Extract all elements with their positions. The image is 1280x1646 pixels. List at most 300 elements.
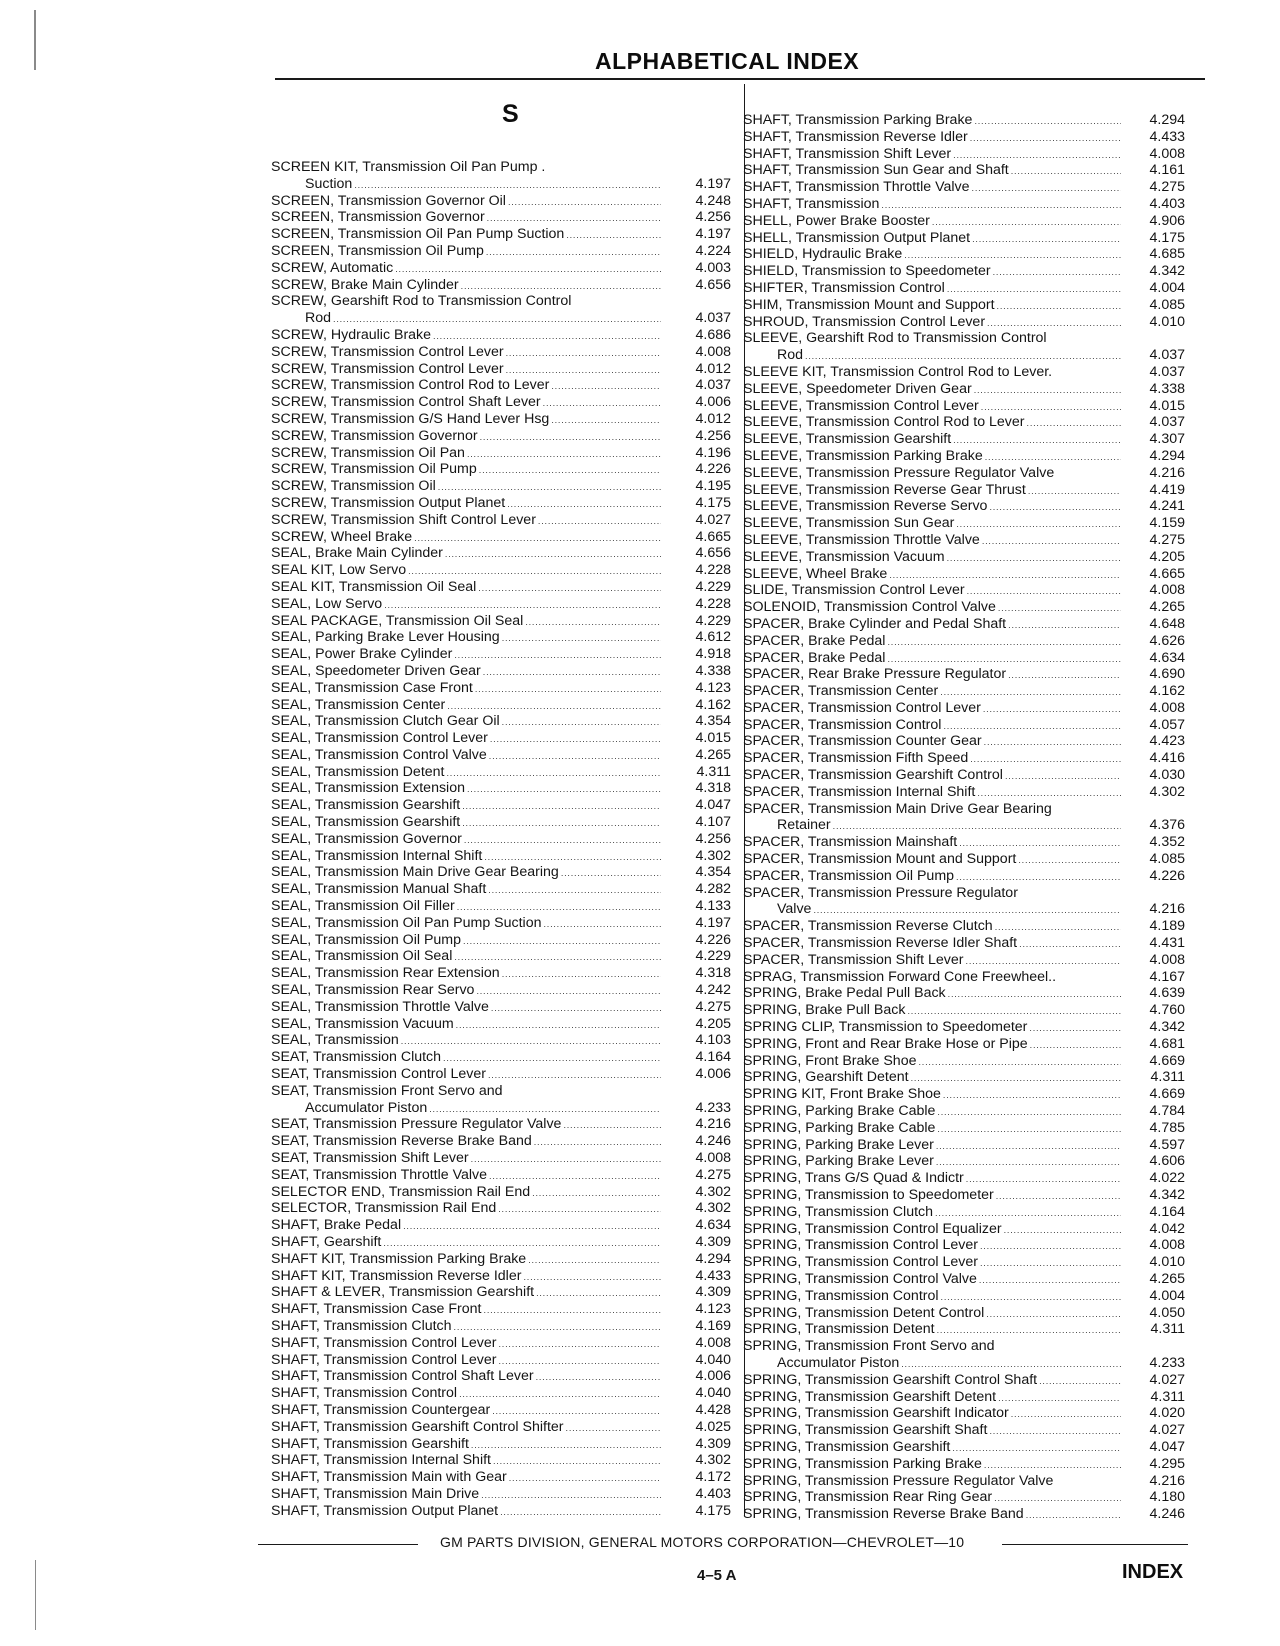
dot-leader <box>523 1269 661 1286</box>
entry-page-ref: 4.040 <box>695 1351 731 1368</box>
entry-label: SPACER, Transmission Shift Lever <box>743 951 964 968</box>
entry-label: SEAT, Transmission Throttle Valve <box>271 1166 488 1183</box>
entry-page-ref: 4.318 <box>695 965 731 982</box>
dot-leader <box>566 227 661 244</box>
index-entry <box>743 1137 1185 1154</box>
index-entry <box>271 226 731 243</box>
entry-label: SPRING, Transmission Gearshift Control Shaft <box>743 1371 1038 1388</box>
index-entry <box>743 465 1185 482</box>
entry-label: SLEEVE, Transmission Control Lever <box>743 397 979 414</box>
dot-leader <box>889 567 1121 584</box>
dot-leader <box>499 1353 662 1370</box>
entry-page-ref: 4.020 <box>1149 1405 1185 1422</box>
entry-label: SEAL, Transmission Gearshift <box>271 814 461 831</box>
index-entry <box>271 646 731 663</box>
entry-page-ref: 4.433 <box>695 1267 731 1284</box>
dot-leader <box>1011 163 1121 180</box>
dot-leader <box>805 348 1121 365</box>
dot-leader <box>528 1252 661 1269</box>
entry-label: SPACER, Transmission Reverse Idler Shaft <box>743 935 1018 952</box>
entry-page-ref: 4.027 <box>1149 1422 1185 1439</box>
dot-leader <box>1030 1037 1121 1054</box>
entry-page-ref: 4.428 <box>695 1401 731 1418</box>
entry-label: SOLENOID, Transmission Control Valve <box>743 599 996 616</box>
entry-page-ref: 4.906 <box>1149 212 1185 229</box>
index-entry <box>743 918 1185 935</box>
footer-rule <box>1002 1544 1188 1545</box>
entry-page-ref: 4.634 <box>695 1217 731 1234</box>
entry-page-ref: 4.918 <box>695 646 731 663</box>
entry-label: SLEEVE, Transmission Reverse Servo <box>743 498 988 515</box>
index-entry <box>271 260 731 277</box>
entry-page-ref: 4.311 <box>1150 1321 1185 1338</box>
entry-page-ref: 4.302 <box>1149 783 1185 800</box>
dot-leader <box>502 966 661 983</box>
dot-leader <box>561 865 661 882</box>
entry-label: SPRING, Transmission Pressure Regulator Valve <box>743 1472 1054 1489</box>
entry-label: SHAFT, Gearshift <box>271 1234 382 1250</box>
dot-leader <box>932 214 1121 231</box>
dot-leader <box>1039 1373 1121 1390</box>
index-entry <box>743 1120 1185 1137</box>
dot-leader <box>966 953 1121 970</box>
index-column-right <box>743 112 1185 1523</box>
entry-label: SLEEVE, Wheel Brake <box>743 565 888 582</box>
index-entry <box>271 1368 731 1385</box>
entry-label: Rod <box>777 347 804 364</box>
entry-page-ref: 4.226 <box>1149 867 1185 884</box>
index-entry <box>271 243 731 260</box>
dot-leader <box>401 1033 661 1050</box>
entry-label: SEAL, Transmission Internal Shift <box>271 847 483 864</box>
index-entry <box>271 445 731 462</box>
entry-page-ref: 4.246 <box>1149 1506 1185 1523</box>
index-entry <box>271 529 731 546</box>
entry-label: SPRING, Transmission Clutch <box>743 1203 934 1220</box>
entry-label: SPRING, Transmission Control Valve <box>743 1270 977 1287</box>
dot-leader <box>959 835 1121 852</box>
entry-page-ref: 4.318 <box>695 780 731 797</box>
entry-page-ref: 4.265 <box>1149 1270 1185 1287</box>
dot-leader <box>488 1067 661 1084</box>
index-entry <box>271 1217 731 1234</box>
index-entry <box>271 1200 731 1217</box>
entry-page-ref: 4.275 <box>1149 179 1185 196</box>
entry-page-ref: 4.012 <box>695 410 731 427</box>
index-entry <box>743 280 1185 297</box>
entry-label: SEAL, Transmission <box>271 1032 399 1049</box>
dot-leader <box>1008 667 1121 684</box>
entry-page-ref: 4.205 <box>695 1015 731 1032</box>
entry-page-ref: 4.376 <box>1149 817 1185 834</box>
entry-label: SEAL, Transmission Rear Servo <box>271 982 475 999</box>
entry-label: SPACER, Transmission Oil Pump <box>743 867 955 884</box>
index-entry <box>743 1187 1185 1204</box>
dot-leader <box>972 231 1121 248</box>
dot-leader <box>445 546 661 563</box>
entry-page-ref: 4.010 <box>1149 1254 1185 1271</box>
entry-page-ref: 4.226 <box>695 461 731 478</box>
entry-page-ref: 4.311 <box>1150 1388 1185 1405</box>
dot-leader <box>487 210 661 227</box>
entry-label: SHAFT, Transmission Reverse Idler <box>743 128 968 145</box>
index-entry <box>743 1506 1185 1523</box>
entry-page-ref: 4.294 <box>695 1250 731 1267</box>
entry-label: SHIM, Transmission Mount and Support <box>743 296 995 313</box>
index-entry <box>271 747 731 764</box>
dot-leader <box>471 1437 661 1454</box>
entry-label: SPRAG, Transmission Forward Cone Freewheel.. <box>743 968 1057 985</box>
entry-label: SPRING, Parking Brake Cable <box>743 1119 936 1136</box>
entry-page-ref: 4.229 <box>695 612 731 629</box>
entry-label: SPACER, Transmission Gearshift Control <box>743 767 1003 784</box>
index-entry <box>743 935 1185 952</box>
entry-label: SPRING, Gearshift Detent <box>743 1069 909 1086</box>
index-entry <box>271 1335 731 1352</box>
dot-leader <box>833 818 1121 835</box>
index-entry <box>743 364 1185 381</box>
entry-page-ref: 4.027 <box>695 511 731 528</box>
index-entry <box>271 478 731 495</box>
index-entry <box>743 297 1185 314</box>
index-entry <box>743 733 1185 750</box>
index-entry-continuation <box>271 310 731 327</box>
entry-label: SLEEVE, Transmission Vacuum <box>743 548 945 565</box>
entry-page-ref: 4.639 <box>1149 985 1185 1002</box>
entry-label: SCREW, Transmission Governor <box>271 427 478 444</box>
index-entry <box>743 381 1185 398</box>
entry-page-ref: 4.311 <box>696 763 731 780</box>
index-entry <box>271 1402 731 1419</box>
dot-leader <box>498 1201 661 1218</box>
entry-page-ref: 4.656 <box>695 276 731 293</box>
index-entry <box>271 629 731 646</box>
index-entry <box>271 428 731 445</box>
dot-leader <box>901 1356 1121 1373</box>
index-entry <box>743 969 1185 986</box>
index-entry <box>743 700 1185 717</box>
index-entry <box>743 1204 1185 1221</box>
entry-page-ref: 4.246 <box>695 1133 731 1150</box>
dot-leader <box>972 180 1121 197</box>
dot-leader <box>502 714 661 731</box>
dot-leader <box>543 395 661 412</box>
entry-page-ref: 4.167 <box>1149 968 1185 985</box>
entry-page-ref: 4.784 <box>1149 1103 1185 1120</box>
entry-page-ref: 4.648 <box>1149 615 1185 632</box>
entry-page-ref: 4.634 <box>1149 649 1185 666</box>
index-entry <box>743 599 1185 616</box>
index-entry <box>743 1405 1185 1422</box>
entry-label: Accumulator Piston <box>777 1354 900 1371</box>
entry-page-ref: 4.037 <box>1149 414 1185 431</box>
dot-leader <box>461 278 661 295</box>
dot-leader <box>987 315 1121 332</box>
dot-leader <box>525 614 661 631</box>
entry-page-ref: 4.123 <box>695 679 731 696</box>
index-entry <box>271 1268 731 1285</box>
index-entry <box>743 750 1185 767</box>
entry-label: SHAFT, Brake Pedal <box>271 1217 402 1234</box>
index-entry <box>271 915 731 932</box>
index-entry <box>743 1389 1185 1406</box>
entry-label: SPACER, Transmission Control <box>743 716 942 733</box>
index-entry <box>743 482 1185 499</box>
index-entry <box>271 932 731 949</box>
entry-label: SHAFT KIT, Transmission Reverse Idler <box>271 1267 522 1284</box>
dot-leader <box>489 748 661 765</box>
index-entry <box>743 1053 1185 1070</box>
entry-page-ref: 4.008 <box>1149 699 1185 716</box>
dot-leader <box>462 798 661 815</box>
dot-leader <box>813 902 1121 919</box>
entry-label: SCREW, Transmission Shift Control Lever <box>271 511 536 528</box>
index-entry <box>271 848 731 865</box>
entry-page-ref: 4.180 <box>1149 1489 1185 1506</box>
entry-label: SEAL, Transmission Oil Filler <box>271 898 455 915</box>
dot-leader <box>467 446 661 463</box>
dot-leader <box>979 1272 1121 1289</box>
entry-page-ref: 4.342 <box>1149 1019 1185 1036</box>
entry-label: SCREW, Transmission Control Rod to Lever <box>271 377 550 394</box>
index-entry <box>743 1254 1185 1271</box>
entry-label: SPACER, Transmission Fifth Speed <box>743 750 969 767</box>
index-entry <box>271 1318 731 1335</box>
dot-leader <box>947 281 1121 298</box>
entry-label: SPRING, Transmission Detent Control <box>743 1304 985 1321</box>
entry-label: SHAFT, Transmission Control Lever <box>271 1334 497 1351</box>
entry-page-ref: 4.164 <box>1149 1203 1185 1220</box>
index-entry <box>743 314 1185 331</box>
entry-page-ref: 4.057 <box>1149 716 1185 733</box>
index-entry-heading <box>271 1083 731 1100</box>
footer-publisher: GM PARTS DIVISION, GENERAL MOTORS CORPORATION—CHEVROLET—10 <box>440 1534 965 1550</box>
entry-page-ref: 4.656 <box>695 545 731 562</box>
entry-page-ref: 4.669 <box>1149 1086 1185 1103</box>
index-entry <box>743 398 1185 415</box>
entry-label: SHAFT, Transmission Shift Lever <box>743 145 952 162</box>
entry-page-ref: 4.003 <box>695 259 731 276</box>
entry-label: SCREW, Transmission G/S Hand Lever Hsg <box>271 410 550 427</box>
dot-leader <box>480 429 661 446</box>
dot-leader <box>970 130 1121 147</box>
dot-leader <box>490 731 661 748</box>
entry-label: SEAT, Transmission Reverse Brake Band <box>271 1133 532 1150</box>
entry-page-ref: 4.419 <box>1149 481 1185 498</box>
dot-leader <box>433 328 661 345</box>
entry-page-ref: 4.015 <box>1149 397 1185 414</box>
index-entry <box>743 1002 1185 1019</box>
entry-label: SEAL, Power Brake Cylinder <box>271 646 453 663</box>
index-entry <box>743 633 1185 650</box>
dot-leader <box>471 1151 661 1168</box>
entry-label: SEAT, Transmission Control Lever <box>271 1066 486 1083</box>
entry-label: SPRING, Parking Brake Lever <box>743 1136 934 1153</box>
dot-leader <box>484 1302 661 1319</box>
entry-label: SEAL, Transmission Rear Extension <box>271 965 500 982</box>
dot-leader <box>438 479 661 496</box>
entry-page-ref: 4.107 <box>695 814 731 831</box>
entry-page-ref: 4.423 <box>1149 733 1185 750</box>
index-entry <box>743 196 1185 213</box>
dot-leader <box>538 513 661 530</box>
entry-page-ref: 4.665 <box>695 528 731 545</box>
index-entry <box>271 1184 731 1201</box>
entry-label: SEAL, Transmission Governor <box>271 830 462 847</box>
dot-leader <box>403 1218 661 1235</box>
dot-leader <box>1027 415 1121 432</box>
index-entry-continuation <box>271 176 731 193</box>
entry-label: SCREEN, Transmission Oil Pump <box>271 242 484 259</box>
entry-page-ref: 4.175 <box>1149 229 1185 246</box>
entry-label: SLEEVE, Transmission Control Rod to Lever <box>743 414 1025 431</box>
scan-margin-mark <box>35 1560 36 1630</box>
entry-page-ref: 4.275 <box>695 998 731 1015</box>
dot-leader <box>998 1390 1121 1407</box>
entry-page-ref: 4.669 <box>1149 1052 1185 1069</box>
index-entry <box>743 650 1185 667</box>
entry-page-ref: 4.027 <box>1149 1371 1185 1388</box>
entry-label: SCREW, Transmission Oil Pan <box>271 444 465 461</box>
entry-label: SHAFT, Transmission Countergear <box>271 1401 491 1418</box>
entry-page-ref: 4.282 <box>695 881 731 898</box>
entry-page-ref: 4.416 <box>1149 750 1185 767</box>
index-entry <box>271 1452 731 1469</box>
entry-page-ref: 4.037 <box>695 310 731 327</box>
entry-label: SCREW, Transmission Oil <box>271 478 436 495</box>
dot-leader <box>986 1306 1121 1323</box>
index-entry <box>271 1234 731 1251</box>
index-entry <box>271 999 731 1016</box>
entry-label: SEAL, Transmission Center <box>271 696 446 713</box>
dot-leader <box>464 832 661 849</box>
dot-leader <box>1008 617 1121 634</box>
index-entry-heading <box>743 330 1185 347</box>
dot-leader <box>989 1423 1121 1440</box>
index-entry <box>743 1086 1185 1103</box>
entry-label: SLIDE, Transmission Control Lever <box>743 582 965 599</box>
dot-leader <box>980 1255 1121 1272</box>
dot-leader <box>982 533 1121 550</box>
index-entry-continuation <box>271 1100 731 1117</box>
dot-leader <box>985 449 1121 466</box>
entry-label: SEAL, Transmission Case Front <box>271 679 473 696</box>
entry-label: SPRING, Transmission Gearshift Shaft <box>743 1422 988 1439</box>
index-entry-heading <box>271 159 731 176</box>
entry-page-ref: 4.085 <box>1149 851 1185 868</box>
dot-leader <box>936 1154 1121 1171</box>
index-entry <box>271 344 731 361</box>
entry-page-ref: 4.205 <box>1149 548 1185 565</box>
index-entry <box>743 1170 1185 1187</box>
index-entry <box>271 361 731 378</box>
entry-label: SPACER, Transmission Main Drive Gear Bearing <box>743 800 1052 817</box>
entry-page-ref: 4.169 <box>695 1317 731 1334</box>
dot-leader <box>1028 483 1121 500</box>
dot-leader <box>454 647 661 664</box>
index-entry <box>271 613 731 630</box>
entry-page-ref: 4.354 <box>695 864 731 881</box>
dot-leader <box>383 1235 661 1252</box>
entry-label: SPRING CLIP, Transmission to Speedometer <box>743 1019 1028 1036</box>
entry-label: SHAFT, Transmission Main Drive <box>271 1485 480 1502</box>
entry-page-ref: 4.010 <box>1149 313 1185 330</box>
index-entry <box>271 663 731 680</box>
dot-leader <box>395 261 661 278</box>
entry-page-ref: 4.241 <box>1149 498 1185 515</box>
entry-label: SPRING, Transmission to Speedometer <box>743 1187 994 1203</box>
dot-leader <box>454 949 661 966</box>
entry-label: SEAL, Transmission Control Valve <box>271 746 487 763</box>
entry-label: SLEEVE KIT, Transmission Control Rod to Lever. <box>743 363 1053 380</box>
entry-page-ref: 4.309 <box>695 1284 731 1301</box>
entry-page-ref: 4.302 <box>695 1200 731 1217</box>
dot-leader <box>484 849 661 866</box>
dot-leader <box>508 194 661 211</box>
entry-label: SEAT, Transmission Pressure Regulator Valve <box>271 1116 562 1133</box>
entry-label: SPRING, Transmission Gearshift Indicator <box>743 1405 1009 1422</box>
entry-page-ref: 4.008 <box>1149 1237 1185 1254</box>
entry-page-ref: 4.197 <box>695 914 731 931</box>
index-entry <box>271 982 731 999</box>
dot-leader <box>984 734 1121 751</box>
index-entry <box>271 1284 731 1301</box>
dot-leader <box>989 499 1121 516</box>
entry-label: SCREW, Brake Main Cylinder <box>271 276 459 293</box>
entry-label: SLEEVE, Gearshift Rod to Transmission Control <box>743 330 1047 347</box>
entry-page-ref: 4.309 <box>695 1234 731 1250</box>
entry-label: SLEEVE, Transmission Reverse Gear Thrust <box>743 481 1026 498</box>
index-entry <box>743 230 1185 247</box>
entry-page-ref: 4.665 <box>1149 565 1185 582</box>
dot-leader <box>956 516 1121 533</box>
entry-label: SEAL, Speedometer Driven Gear <box>271 662 481 679</box>
index-entry-continuation <box>743 1355 1185 1372</box>
entry-label: SPACER, Transmission Reverse Clutch <box>743 918 993 935</box>
index-entry <box>271 831 731 848</box>
index-entry <box>271 1049 731 1066</box>
entry-page-ref: 4.311 <box>1150 1069 1185 1086</box>
entry-label: SPRING, Brake Pull Back <box>743 1002 906 1019</box>
entry-label: SPRING, Transmission Reverse Brake Band <box>743 1506 1024 1523</box>
entry-label: SEAL, Transmission Manual Shaft <box>271 881 487 898</box>
entry-page-ref: 4.015 <box>695 730 731 747</box>
index-entry <box>743 767 1185 784</box>
entry-label: SHAFT KIT, Transmission Parking Brake <box>271 1250 527 1267</box>
entry-page-ref: 4.197 <box>695 175 731 192</box>
entry-label: SHAFT, Transmission Gearshift <box>271 1435 469 1452</box>
index-entry <box>743 1271 1185 1288</box>
entry-label: SEAL, Transmission Clutch Gear Oil <box>271 713 500 730</box>
entry-label: SELECTOR, Transmission Rail End <box>271 1200 497 1217</box>
entry-label: SHIFTER, Transmission Control <box>743 279 945 296</box>
dot-leader <box>563 1117 661 1134</box>
entry-label: SEAL, Transmission Main Drive Gear Bearing <box>271 864 559 881</box>
entry-page-ref: 4.626 <box>1149 632 1185 649</box>
dot-leader <box>443 1050 661 1067</box>
entry-label: SPRING, Transmission Control Lever <box>743 1254 978 1271</box>
index-entry <box>271 545 731 562</box>
entry-page-ref: 4.265 <box>1149 599 1185 616</box>
dot-leader <box>454 1319 661 1336</box>
scan-margin-mark <box>34 10 36 70</box>
index-entry <box>271 965 731 982</box>
dot-leader <box>935 1205 1121 1222</box>
entry-page-ref: 4.004 <box>1149 279 1185 296</box>
index-entry <box>271 814 731 831</box>
entry-page-ref: 4.302 <box>695 1183 731 1200</box>
entry-label: SHAFT, Transmission Parking Brake <box>743 112 973 128</box>
